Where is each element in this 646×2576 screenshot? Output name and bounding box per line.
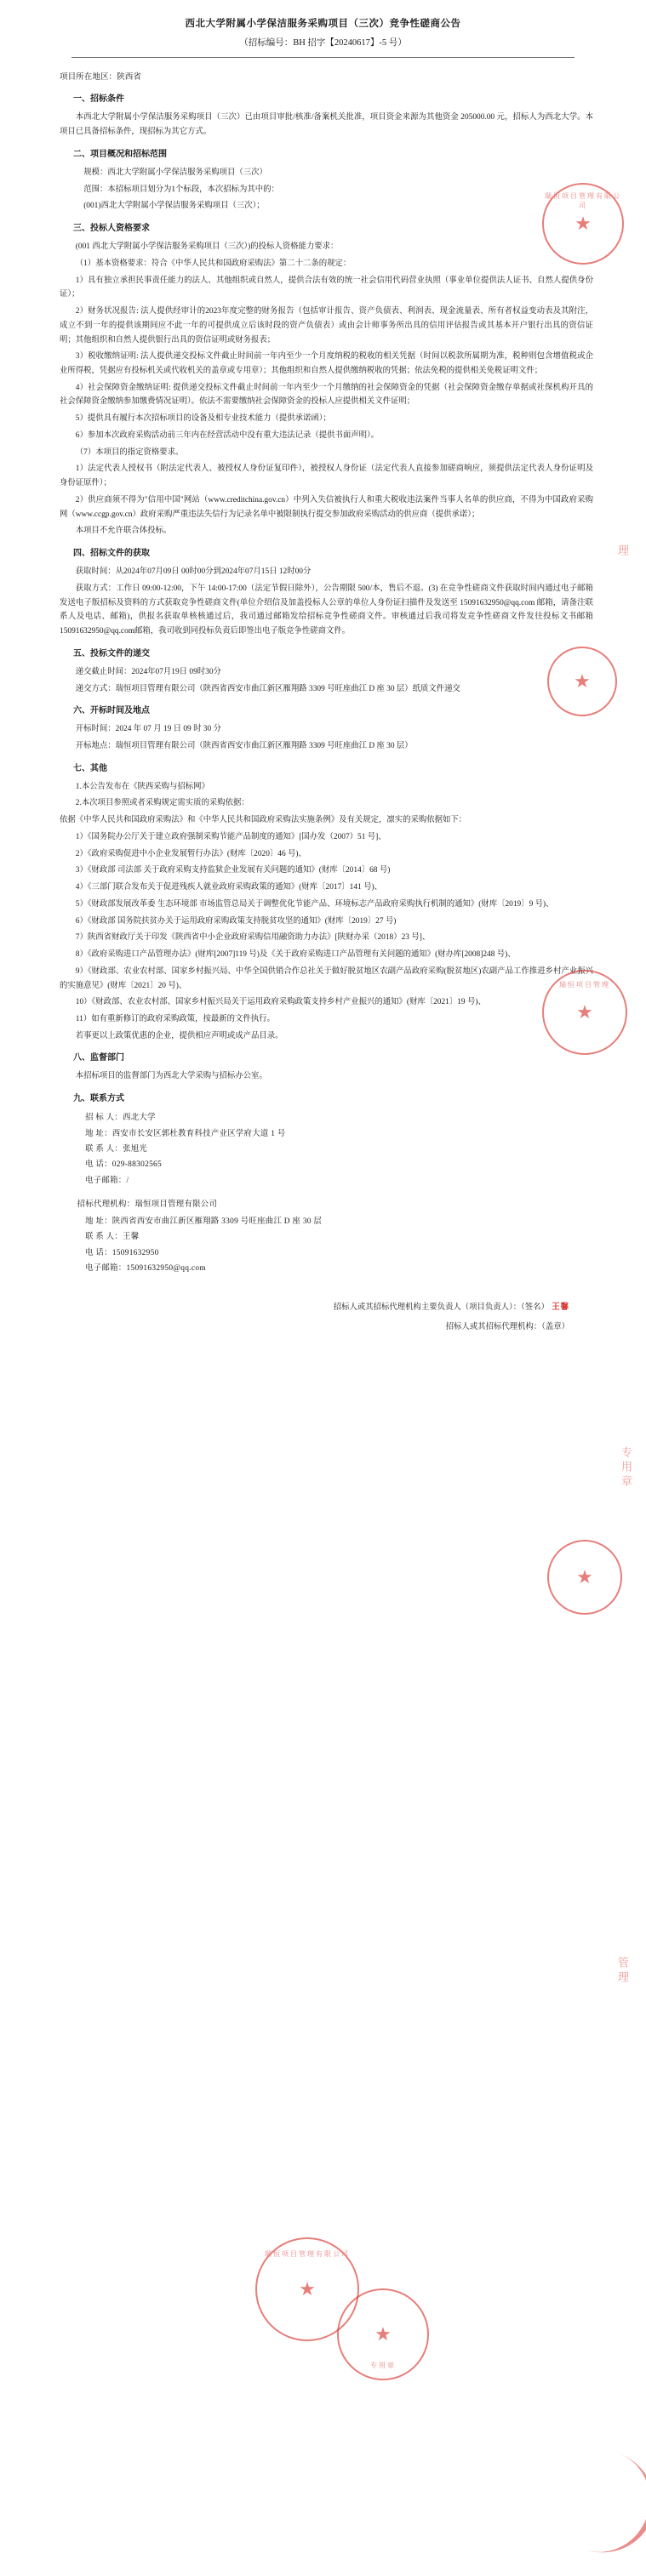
contact-row (60, 1110, 593, 1126)
section-3-p5: 4）社会保障资金缴纳证明: 提供递交投标文件截止时间前一年内至少一个月缴纳的社会保障资金的凭据（社会保障资金缴存单据或社保机构开具的社会保障资金缴纳参加缴费情况证明）。依法不需要缴纳社会保障资金的投标人应提供相关文件证明； (60, 383, 593, 407)
section-2-p0: 规模：西北大学附属小学保洁服务采购项目（三次） (83, 168, 267, 177)
title-divider (71, 57, 575, 58)
company-seal-icon (547, 1540, 622, 1615)
section-7-p12: 10）《财政部、农业农村部、国家乡村振兴局关于运用政府采购政策支持乡村产业振兴的通知》(财库〔2021〕19 号)、 (75, 998, 486, 1007)
contact-label: 电 话： (85, 1160, 112, 1170)
section-3-p0: (001 西北大学附属小学保洁服务采购项目（三次）)的投标人资格能力要求： (75, 242, 339, 252)
signature-name: 王馨 (548, 1303, 569, 1313)
section-1-p0: 本西北大学附属小学保洁服务采购项目（三次）已由项目审批/核准/备案机关批准，项目资金来源为其他资金 205000.00 元，招标人为西北大学。本项目已具备招标条件，现招标为其它方式。 (60, 113, 593, 137)
seal-vertical-text: 专用章 (620, 1446, 632, 1490)
section-8-p0: 本招标项目的监督部门为西北大学采购与招标办公室。 (75, 1072, 267, 1081)
page-title: 西北大学附属小学保洁服务采购项目（三次）竞争性磋商公告 (185, 19, 461, 29)
section-7-p10: 8）《政府采购进口产品管理办法》(财库[2007]119 号)及《关于政府采购进口产品管理有关问题的通知》(财办库[2008]248 号)、 (75, 950, 516, 960)
document-body (48, 70, 598, 1337)
signature-line-1: 招标人或其招标代理机构主要负责人（项目负责人）：（签名） 王馨 (333, 1303, 569, 1313)
contact-row (60, 1157, 593, 1172)
section-7-p2: 依据《中华人民共和国政府采购法》和《中华人民共和国政府采购法实施条例》及有关规定，凛实的采购依据如下： (60, 816, 467, 825)
section-6-p1: 开标地点：瑞恒项目管理有限公司（陕西省西安市曲江新区雁翔路 3309 号旺座曲江 D 座 30 层） (75, 741, 413, 750)
seal-star-icon: ★ (574, 670, 591, 692)
section-3-p11: 本项目不允许联合体投标。 (75, 527, 172, 536)
seal-star-icon: ★ (576, 1566, 593, 1587)
section-7-p13: 11）如有重新修订的政府采购政策，按最新的文件执行。 (75, 1014, 275, 1023)
seal-star-icon: ★ (576, 1001, 593, 1023)
contact-block-agency (60, 1197, 593, 1277)
contact-value: 15091632950 (111, 1248, 159, 1257)
seal-star-icon: ★ (575, 213, 592, 234)
contact-label: 电 话： (85, 1248, 112, 1257)
contact-value: 陕西省西安市曲江新区雁翔路 3309 号旺座曲江 D 座 30 层 (111, 1217, 323, 1227)
contact-label: 电子邮箱： (85, 1264, 127, 1274)
contact-value: 张旭光 (123, 1144, 148, 1154)
seal-vertical-text: 理 (616, 544, 629, 559)
section-heading-2: 二、项目概况和招标范围 (73, 149, 167, 159)
section-3-p2: 1）具有独立承担民事责任能力的法人、其他组织或自然人，提供合法有效的统一社会信用代码营业执照（事业单位提供法人证书、自然人提供身份证）； (60, 276, 593, 299)
contact-row (60, 1173, 593, 1188)
section-7-p8: 6）《财政部 国务院扶贫办关于运用政府采购政策支持脱贫攻坚的通知》(财库〔2019〕27 号) (75, 916, 397, 926)
seal-vertical-text: 管理 (616, 1957, 629, 1986)
seal-text: 瑞恒项目管理有限公司 (545, 192, 621, 209)
section-3-p1: （1）基本资格要求：符合《中华人民共和国政府采购法》第二十二条的规定： (75, 259, 352, 268)
contact-label: 地 址： (85, 1129, 112, 1138)
contact-label: 联 系 人： (85, 1144, 123, 1154)
section-7-p7: 5）《财政部发展改革委 生态环境部 市场监管总局关于调整优化节能产品、环境标志产品政府采购执行机制的通知》(财库〔2019〕9 号)、 (75, 899, 554, 909)
section-7-p0: 1.本公告发布在《陕西采购与招标网》 (75, 782, 209, 791)
section-7-p5: 3）《财政部 司法部 关于政府采购支持监狱企业发展有关问题的通知》(财库〔2014〕68 号) (75, 866, 391, 875)
section-2-p2: (001)西北大学附属小学保洁服务采购项目（三次）； (83, 202, 265, 211)
section-7-p1: 2.本次项目参照或者采购规定需实质的采购依据： (75, 799, 249, 808)
contact-label: 联 系 人： (85, 1233, 123, 1242)
contact-value: / (126, 1176, 129, 1185)
section-heading-8: 八、监督部门 (73, 1053, 124, 1063)
seal-arc-decoration (535, 2436, 646, 2566)
seal-star-icon: ★ (374, 2323, 392, 2345)
section-heading-4: 四、招标文件的获取 (73, 549, 150, 559)
section-4-p0: 获取时间：从2024年07月09日 00时00分到2024年07月15日 12时00分 (75, 567, 312, 577)
section-5-p0: 递交截止时间：2024年07月19日 09时30分 (75, 667, 221, 676)
contact-label: 招 标 人： (85, 1114, 123, 1123)
contact-block-tenderer (60, 1110, 593, 1188)
section-heading-9: 九、联系方式 (73, 1094, 124, 1104)
seal-text: 瑞恒项目管理有限公司 (265, 2250, 350, 2258)
seal-text: 瑞恒项目管理 (559, 981, 610, 989)
company-seal-icon (255, 2237, 359, 2341)
section-heading-7: 七、其他 (73, 763, 107, 773)
contact-row (60, 1126, 593, 1142)
section-7-p9: 7）陕西省财政厅关于印发《陕西省中小企业政府采购信用融资助力办法》[陕财办采（2018）23 号]、 (75, 933, 431, 943)
signature-line-2: 招标人或其招标代理机构：（盖章） (445, 1323, 569, 1332)
special-seal-icon (337, 2288, 429, 2380)
agency-title: 招标代理机构：瑞恒项目管理有限公司 (77, 1200, 218, 1209)
section-7-p11: 9）《财政部、农业农村部、国家乡村振兴局、中华全国供销合作总社关于做好脱贫地区农副产品政府采购(脱贫地区)农副产品工作推进乡村产业振兴的实施意见》(财库〔2021〕20 号)、 (60, 966, 593, 990)
section-4-p1: 获取方式：工作日 09:00-12:00，下午 14:00-17:00（法定节假日除外），公告期限 500/本，售后不退。(3) 在竞争性磋商文件获取时间内通过电子邮箱发送电子版招标及资料的方式获取竞争性磋商文件(单位介绍信及加盖投标人公章的单位人身份证扫描件及发送至 15091632950@qq.com 邮箱，请备注联系人及电话、邮箱)，供报名获取单核核通过后，我司通过邮箱发给招标竞争性磋商文件。审核通过后我司将发竞争性磋商文件发往投标文书邮箱15091632950@qq.com邮箱，我司收到同投标负责后即签出电子版竞争性磋商文件。 (60, 584, 593, 636)
section-7-p4: 2）《政府采购促进中小企业发展暂行办法》(财库〔2020〕46 号)、 (75, 849, 306, 858)
contact-value: 西北大学 (123, 1114, 156, 1123)
section-heading-6: 六、开标时间及地点 (73, 706, 150, 716)
contact-label: 地 址： (85, 1217, 112, 1227)
section-heading-1: 一、招标条件 (73, 94, 124, 105)
section-2-p1: 范围：本招标项目划分为1个标段，本次招标为其中的： (83, 185, 279, 194)
section-heading-3: 三、投标人资格要求 (73, 224, 150, 234)
section-3-p6: 5）提供具有履行本次招标项目的设备及相专业技术能力（提供承诺函）； (75, 414, 331, 424)
contact-value: 西安市长安区郭杜教育科技产业区学府大道 1 号 (111, 1129, 286, 1138)
project-region: 项目所在地区：陕西省 (60, 71, 141, 82)
seal-star-icon: ★ (299, 2278, 316, 2300)
contact-row (60, 1245, 593, 1261)
signature-block (60, 1298, 593, 1336)
page-subtitle: （招标编号：BH 招字【20240617】-5 号） (239, 37, 407, 48)
contact-row (60, 1261, 593, 1276)
section-3-p10: 2）供应商须不得为"信用中国"网站（www.creditchina.gov.cn）中列入失信被执行人和重大税收违法案件当事人名单的供应商，不得为中国政府采购网（www.ccgp.gov.cn）政府采购严重违法失信行为记录名单中被限制执行提交参加政府采购活动的供应商（提供承诺）； (60, 495, 593, 519)
contact-row (60, 1142, 593, 1157)
section-7-p6: 4）《三部门联合发布关于促进残疾人就业政府采购政策的通知》(财库〔2017〕141 号)、 (75, 883, 382, 892)
contact-label: 电子邮箱： (85, 1176, 127, 1185)
section-3-p4: 3）税收缴纳证明: 法人提供递交投标文件截止时间前一年内至少一个月度纳税的税收的相关凭据（时间以税款所属期为准，税种则包含增值税或企业所得税，凭据应有投标机关或代收机关的盖章或专用章）；其他组织和自然人提供缴纳税收的凭据；依法免税的提供相关免税证明文件； (60, 352, 593, 376)
section-5-p1: 递交方式：瑞恒项目管理有限公司（陕西省西安市曲江新区雁翔路 3309 号旺座曲江 D 座 30 层）纸质文件递交 (75, 684, 460, 693)
contact-row (60, 1214, 593, 1229)
section-3-p9: 1）法定代表人授权书（附法定代表人、被授权人身份证复印件），被授权人身份证（法定代表人直接参加磋商响应，须提供法定代表人身份证明及身份证原件）； (60, 464, 593, 488)
section-7-p14: 若事更以上政策优惠的企业，提供相应声明或成产品目录。 (75, 1031, 283, 1040)
contact-value: 王馨 (123, 1233, 140, 1242)
section-3-p7: 6）参加本次政府采购活动前三年内在经营活动中没有重大违法记录（提供书面声明）。 (75, 430, 380, 440)
contact-row (60, 1229, 593, 1245)
contact-value: 029-88302565 (111, 1160, 163, 1170)
section-heading-5: 五、投标文件的递交 (73, 648, 150, 658)
section-3-p3: 2）财务状况报告: 法人提供经审计的2023年度完整的财务报告（包括审计报告、资产负债表、利润表、现金流量表、所有者权益变动表及其附注，成立不到一年的提供该期间应不此一年的可提供成立后该时段的资产负债表）或由会计师事务所出具的信用评估报告或其基本开户银行出具的资信证明；其他组织和自然人提供银行出具的资信证明或财务报表； (60, 307, 593, 345)
section-7-p3: 1）《国务院办公厅关于建立政府强制采购节能产品制度的通知》[国办发（2007）51 号]、 (75, 832, 386, 841)
contact-value: 15091632950@qq.com (126, 1264, 206, 1274)
section-3-p8: （7）本项目的指定资格要求。 (75, 447, 184, 457)
seal-text: 专用章 (370, 2362, 396, 2369)
section-6-p0: 开标时间：2024 年 07 月 19 日 09 时 30 分 (75, 725, 221, 734)
